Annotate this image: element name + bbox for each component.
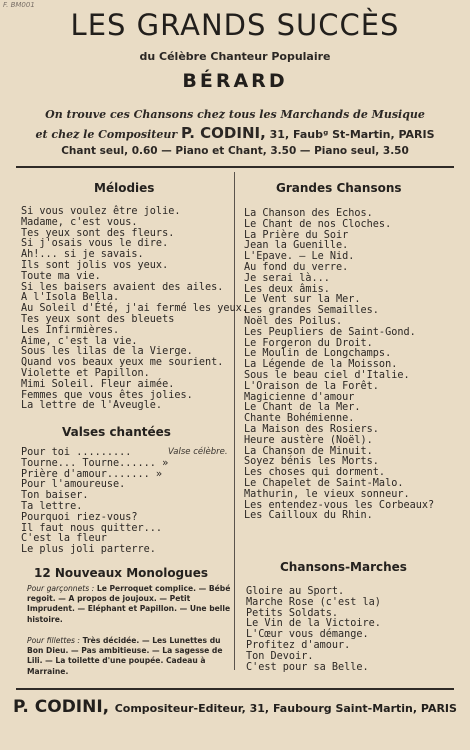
monologues-heading: 12 Nouveaux Monologues	[34, 566, 208, 580]
chanson-marche-title: L'Cœur vous démange.	[246, 629, 369, 641]
reference-code: F. BM001	[3, 1, 35, 9]
grande-chanson-title: L'Epave. — Le Nid.	[244, 251, 355, 263]
composer-name: P. CODINI,	[181, 124, 266, 142]
grande-chanson-title: Le Moulin de Longchamps.	[244, 348, 392, 360]
grande-chanson-title: Le Vent sur la Mer.	[244, 294, 361, 306]
grande-chanson-title: Chante Bohémienne.	[244, 413, 355, 425]
bottom-divider	[16, 688, 454, 690]
monologues-boys	[27, 584, 237, 625]
melody-title: Madame, c'est vous.	[21, 216, 138, 228]
monologues-girls-text: Très décidée. — Les Lunettes du Bon Dieu. — Pas ambitieuse. — La sagesse de Lili. — La toilette d'une poupée. Cadeau à Marraine.	[27, 636, 223, 676]
grande-chanson-title: Les Peupliers de Saint-Gond.	[244, 326, 416, 338]
grande-chanson-title: Au fond du verre.	[244, 261, 349, 273]
melody-title: Ah!... si je savais.	[21, 249, 144, 261]
grande-chanson-title: Sous le beau ciel d'Italie.	[244, 369, 410, 381]
grande-chanson-title: Je serai là...	[244, 272, 330, 284]
melody-title: Mimi Soleil. Fleur aimée.	[21, 378, 175, 390]
monologues-boys-label: Pour garçonnets :	[27, 584, 95, 593]
valse-title: Pour l'amoureuse.	[21, 479, 126, 491]
grande-chanson-title: La Légende de la Moisson.	[244, 359, 398, 371]
melody-title: Toute ma vie.	[21, 270, 101, 282]
chanson-marche-title: Ton Devoir.	[246, 650, 314, 662]
top-divider	[16, 166, 454, 168]
monologues-boys-text: Le Perroquet complice. — Bébé regoit. — A propos de joujoux. — Petit Imprudent. — Eléphant et Papillon. — Une belle histoire.	[27, 584, 231, 624]
page-title: LES GRANDS SUCCÈS	[70, 8, 400, 42]
chanson-marche-title: Marche Rose (c'est la)	[246, 596, 381, 608]
melody-title: Violette et Papillon.	[21, 367, 150, 379]
melody-title: La lettre de l'Aveugle.	[21, 400, 163, 412]
chanson-marche-title: Petits Soldats.	[246, 607, 339, 619]
melody-title: Si vous voulez être jolie.	[21, 206, 181, 217]
availability-line: On trouve ces Chansons chez tous les Marchands de Musique	[45, 108, 425, 121]
grande-chanson-title: Le Chant de nos Cloches.	[244, 218, 392, 230]
grande-chanson-title: Jean la Guenille.	[244, 240, 349, 252]
grande-chanson-title: La Prière du Soir	[244, 229, 349, 241]
grande-chanson-title: La Chanson de Minuit.	[244, 445, 373, 457]
artist-name: BÉRARD	[182, 70, 288, 92]
grande-chanson-title: L'Oraison de la Forêt.	[244, 380, 379, 392]
subtitle: du Célèbre Chanteur Populaire	[139, 50, 331, 63]
valse-title: Pour toi .........	[21, 447, 132, 458]
melody-title: Si j'osais vous le dire.	[21, 238, 169, 250]
melody-title: Au Soleil d'Été, j'ai fermé les yeux.	[21, 303, 248, 315]
melody-title: Ils sont jolis vos yeux.	[21, 259, 169, 271]
melody-title: Quand vos beaux yeux me sourient.	[21, 357, 224, 369]
melody-title: Aime, c'est la vie.	[21, 335, 138, 347]
composer-line-prefix: et chez le Compositeur	[35, 128, 178, 141]
grandes-chansons-heading: Grandes Chansons	[276, 181, 402, 195]
melody-title: Les Infirmières.	[21, 324, 120, 336]
grande-chanson-title: Les grandes Semailles.	[244, 305, 379, 317]
valse-title: Ta lettre.	[21, 500, 83, 512]
grandes-chansons-list	[244, 209, 434, 522]
valse-title: C'est la fleur	[21, 533, 107, 545]
chansons-marches-heading: Chansons-Marches	[280, 560, 407, 574]
melody-title: Si les baisers avaient des ailes.	[21, 281, 224, 293]
footer-text: Compositeur-Editeur, 31, Faubourg Saint-Martin, PARIS	[114, 702, 457, 715]
price-line: Chant seul, 0.60 — Piano et Chant, 3.50 — Piano seul, 3.50	[61, 145, 409, 157]
melody-title: Tes yeux sont des bleuets	[21, 313, 175, 325]
grande-chanson-title: La Chanson des Echos.	[244, 208, 373, 219]
grande-chanson-title: Soyez bénis les Morts.	[244, 456, 379, 468]
grande-chanson-title: Magicienne d'amour	[244, 391, 355, 403]
grande-chanson-title: La Maison des Rosiers.	[244, 423, 379, 435]
melodies-list	[21, 207, 248, 412]
composer-address: 31, Faubᵍ St-Martin, PARIS	[269, 128, 435, 141]
grande-chanson-title: Les deux âmis.	[244, 283, 330, 295]
melodies-heading: Mélodies	[94, 181, 155, 195]
melody-title: Sous les lilas de la Vierge.	[21, 346, 193, 358]
chanson-marche-title: Le Vin de la Victoire.	[246, 618, 381, 630]
melody-title: A l'Isola Bella.	[21, 292, 120, 304]
valse-title: Ton baiser.	[21, 490, 89, 502]
valses-heading: Valses chantées	[62, 425, 171, 439]
chanson-marche-title: C'est pour sa Belle.	[246, 661, 369, 673]
melody-title: Femmes que vous êtes jolies.	[21, 389, 193, 401]
monologues-girls	[27, 636, 237, 677]
valse-title: Il faut nous quitter...	[21, 522, 163, 534]
grande-chanson-title: Le Forgeron du Droit.	[244, 337, 373, 349]
composer-line	[0, 124, 470, 142]
footer	[0, 697, 470, 717]
valse-title: Tourne... Tourne...... »	[21, 457, 169, 469]
valse-title: Prière d'amour....... »	[21, 468, 163, 480]
valse-title: Pourquoi riez-vous?	[21, 511, 138, 523]
grande-chanson-title: Le Chapelet de Saint-Malo.	[244, 477, 404, 489]
grande-chanson-title: Les entendez-vous les Corbeaux?	[244, 499, 435, 511]
footer-name: P. CODINI,	[13, 697, 110, 717]
valse-title: Le plus joli parterre.	[21, 544, 156, 556]
grande-chanson-title: Les choses qui dorment.	[244, 467, 386, 479]
grande-chanson-title: Mathurin, le vieux sonneur.	[244, 488, 410, 500]
monologues-girls-label: Pour fillettes :	[27, 636, 80, 645]
grande-chanson-title: Noël des Poilus.	[244, 315, 343, 327]
grande-chanson-title: Heure austère (Noël).	[244, 434, 373, 446]
chanson-marche-title: Gloire au Sport.	[246, 586, 345, 597]
melody-title: Tes yeux sont des fleurs.	[21, 227, 175, 239]
valses-list	[21, 448, 168, 556]
grande-chanson-title: Les Cailloux du Rhin.	[244, 510, 373, 522]
chanson-marche-title: Profitez d'amour.	[246, 639, 351, 651]
chansons-marches-list	[246, 587, 381, 673]
grande-chanson-title: Le Chant de la Mer.	[244, 402, 361, 414]
valses-tag: Valse célèbre.	[168, 447, 228, 457]
